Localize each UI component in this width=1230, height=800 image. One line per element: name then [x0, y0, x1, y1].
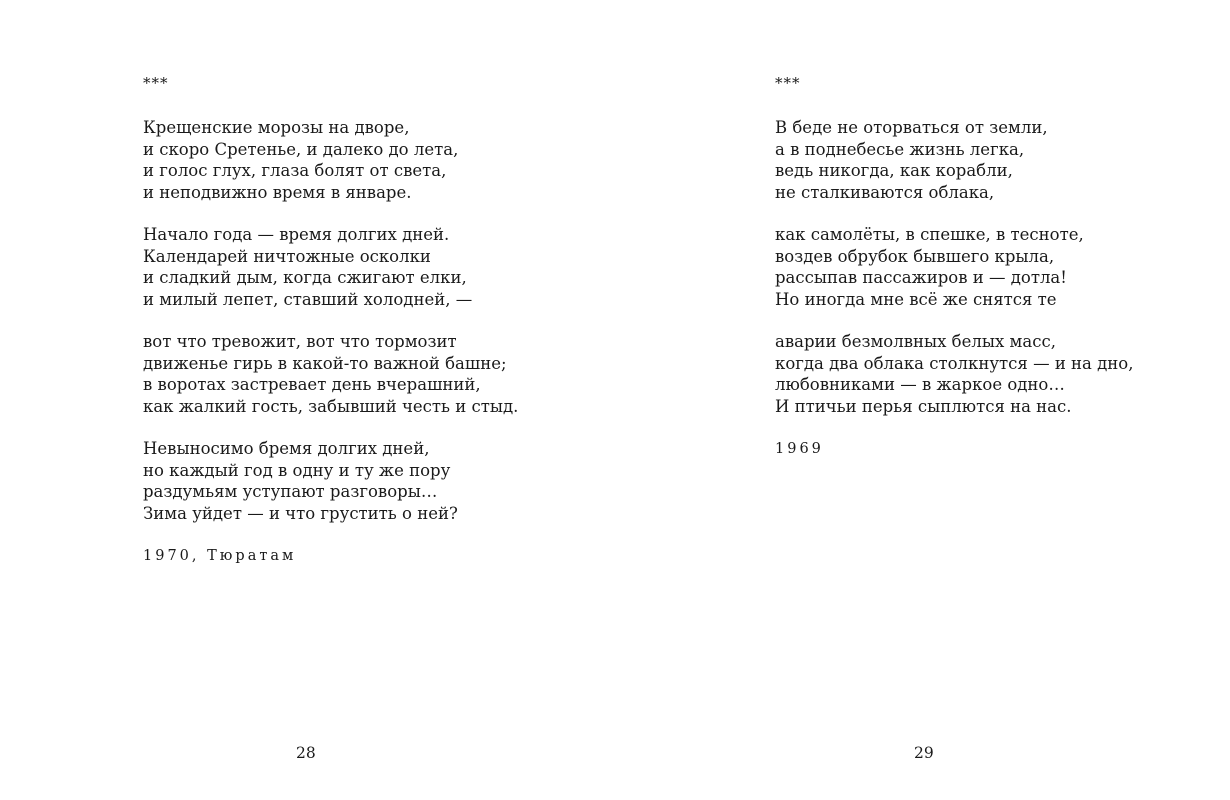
poem-separator: *** — [143, 74, 169, 92]
poem-line: Зима уйдет — и что грустить о ней? — [143, 503, 458, 523]
poem-line: движенье гирь в какой-то важной башне; — [143, 353, 507, 373]
poem-line: воздев обрубок бывшего крыла, — [775, 246, 1055, 266]
poem-line: и милый лепет, ставший холодней, — — [143, 289, 473, 309]
poem-line: не сталкиваются облака, — [775, 182, 995, 202]
poem-line: раздумьям уступают разговоры… — [143, 482, 438, 501]
stanza — [143, 117, 563, 203]
poem-line: Начало года — время долгих дней. — [143, 225, 450, 244]
poem-line: рассыпав пассажиров и — дотла! — [775, 268, 1067, 287]
poem-line: но каждый год в одну и ту же пору — [143, 460, 451, 480]
right-page — [615, 0, 1230, 800]
poem-line: когда два облака столкнутся — и на дно, — [775, 353, 1134, 373]
page-number: 28 — [296, 744, 316, 762]
poem-line: как жалкий гость, забывший честь и стыд. — [143, 396, 519, 416]
stanza — [775, 117, 1195, 203]
poem-line: Календарей ничтожные осколки — [143, 246, 431, 266]
poem-line: ведь никогда, как корабли, — [775, 161, 1013, 180]
poem-line: Крещенские морозы на дворе, — [143, 118, 410, 137]
poem-date-place: 1970, Тюратам — [143, 548, 297, 564]
poem-line: любовниками — в жаркое одно… — [775, 375, 1065, 394]
poem-date: 1969 — [775, 441, 824, 457]
poem-line: в воротах застревает день вчерашний, — [143, 375, 481, 394]
poem-line: и сладкий дым, когда сжигают елки, — [143, 268, 467, 287]
poem-line: Но иногда мне всё же снятся те — [775, 289, 1057, 309]
right-poem — [775, 72, 1195, 460]
left-poem — [143, 72, 563, 567]
poem-line: а в поднебесье жизнь легка, — [775, 139, 1025, 159]
poem-line: Невыносимо бремя долгих дней, — [143, 439, 430, 458]
stanza — [775, 224, 1195, 310]
poem-line: и скоро Сретенье, и далеко до лета, — [143, 139, 459, 159]
stanza — [143, 438, 563, 524]
stanza — [775, 331, 1195, 417]
poem-line: и голос глух, глаза болят от света, — [143, 161, 447, 180]
poem-line: аварии безмолвных белых масс, — [775, 332, 1056, 351]
stanza — [143, 224, 563, 310]
page-number: 29 — [914, 744, 934, 762]
poem-line: И птичьи перья сыплются на нас. — [775, 396, 1072, 416]
poem-line: вот что тревожит, вот что тормозит — [143, 332, 457, 351]
stanza — [143, 331, 563, 417]
poem-line: и неподвижно время в январе. — [143, 182, 412, 202]
poem-line: как самолёты, в спешке, в тесноте, — [775, 225, 1084, 244]
poem-separator: *** — [775, 74, 801, 92]
poem-line: В беде не оторваться от земли, — [775, 118, 1048, 137]
